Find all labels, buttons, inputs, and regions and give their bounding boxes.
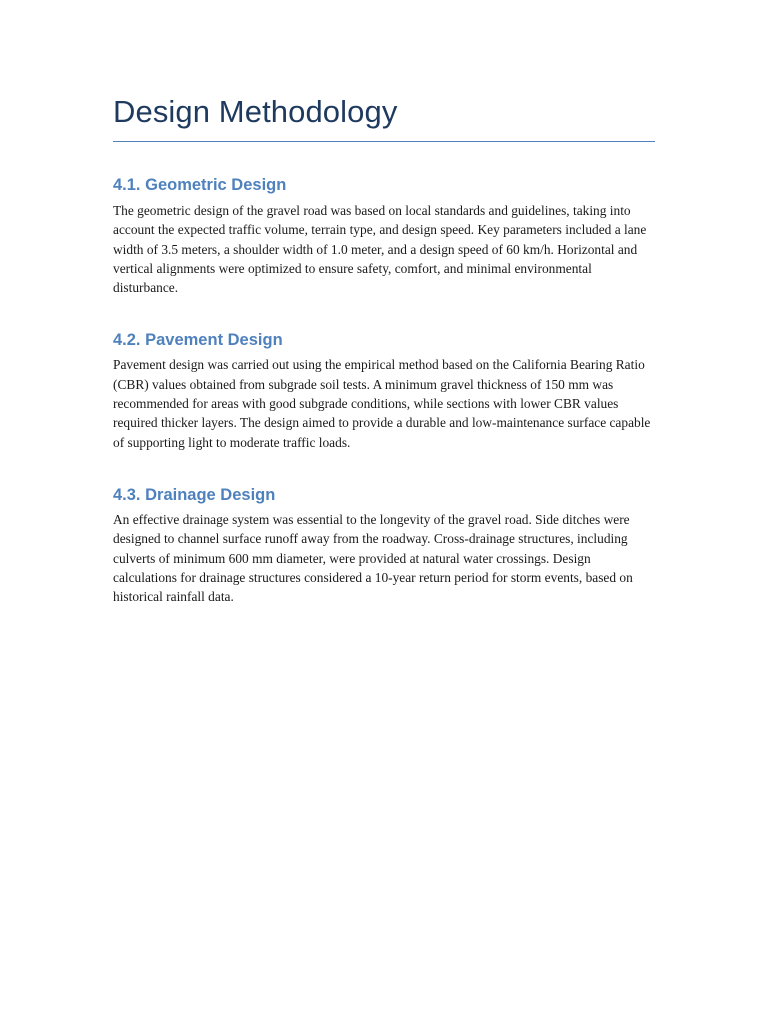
- section-heading: 4.3. Drainage Design: [113, 485, 276, 504]
- section-paragraph: Pavement design was carried out using the empirical method based on the California Bearing Ratio (CBR) values obtained from subgrade soil tests. A minimum gravel thickness of 150 mm was recommended for areas with good subgrade conditions, while sections with lower CBR values required thicker layers. The design aimed to provide a durable and low-maintenance surface capable of supporting light to moderate traffic loads.: [113, 357, 651, 450]
- section-geometric-design: [113, 174, 655, 297]
- section-heading: 4.1. Geometric Design: [113, 176, 287, 194]
- section-paragraph: An effective drainage system was essential to the longevity of the gravel road. Side ditches were designed to channel surface runoff away from the roadway. Cross-drainage structures, including culverts of minimum 600 mm diameter, were provided at natural water crossings. Design calculations for drainage structures considered a 10-year return period for storm events, based on historical rainfall data.: [113, 511, 633, 605]
- document-title: Design Methodology: [113, 92, 655, 142]
- section-paragraph: The geometric design of the gravel road was based on local standards and guidelines, taking into account the expected traffic volume, terrain type, and design speed. Key parameters included a lane width of 3.5 meters, a shoulder width of 1.0 meter, and a design speed of 60 km/h. Horizontal and vertical alignments were optimized to ensure safety, comfort, and minimal environmental disturbance.: [113, 203, 647, 296]
- section-heading: 4.2. Pavement Design: [113, 331, 283, 350]
- section-pavement-design: [113, 329, 655, 451]
- section-drainage-design: [113, 484, 655, 606]
- document-page: [113, 92, 655, 606]
